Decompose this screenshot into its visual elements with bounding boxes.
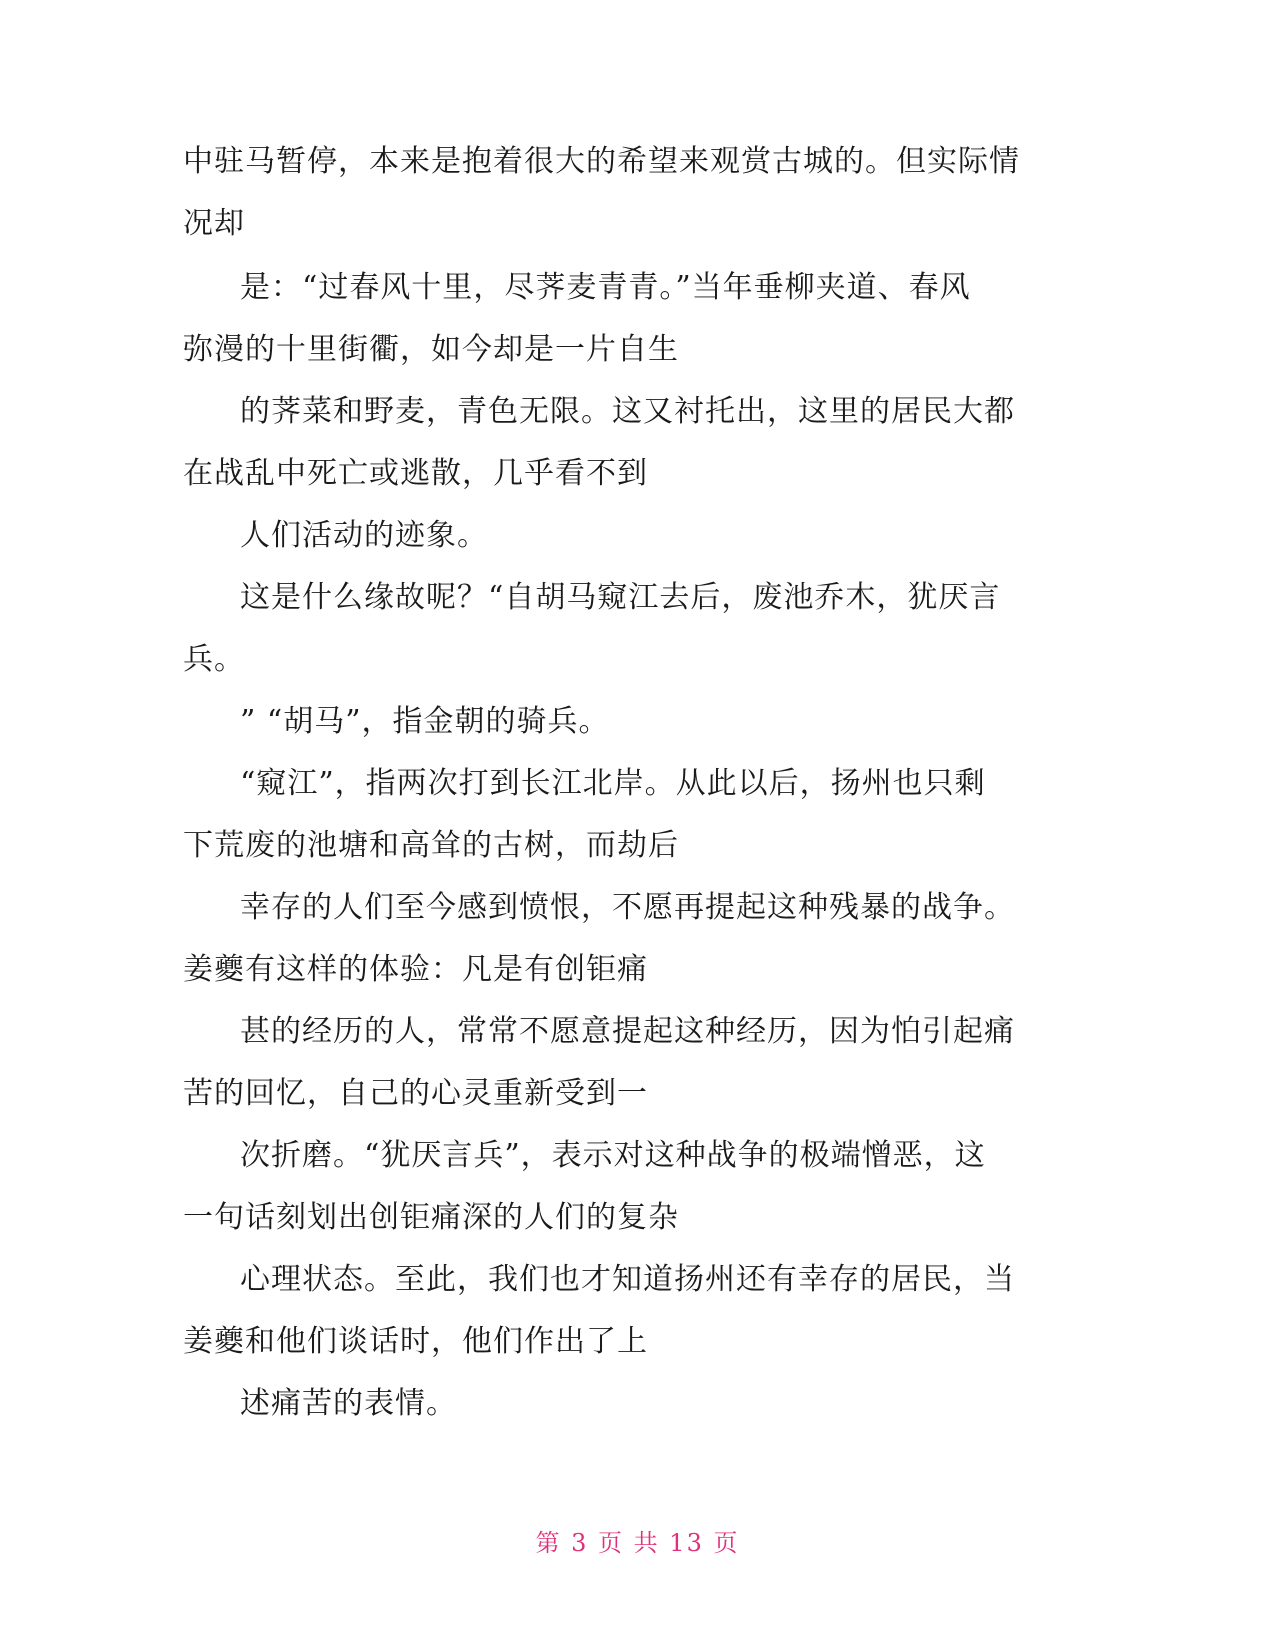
text-line-3: 是：“过春风十里，尽荠麦青青。”当年垂柳夹道、春风	[240, 270, 971, 305]
text-line-17: 次折磨。“犹厌言兵”，表示对这种战争的极端憎恶，这	[240, 1138, 986, 1173]
page-number-footer: 第 3 页 共 13 页	[535, 1529, 740, 1557]
text-line-7: 人们活动的迹象。	[240, 518, 488, 553]
text-line-10: ” “胡马”，指金朝的骑兵。	[240, 704, 610, 739]
text-line-15: 甚的经历的人，常常不愿意提起这种经历，因为怕引起痛	[240, 1014, 1015, 1049]
text-line-6: 在战乱中死亡或逃散，几乎看不到	[183, 456, 648, 491]
text-line-19: 心理状态。至此，我们也才知道扬州还有幸存的居民，当	[240, 1262, 1015, 1297]
text-line-9: 兵。	[183, 642, 245, 677]
text-line-14: 姜夔有这样的体验：凡是有创钜痛	[183, 952, 648, 987]
text-line-5: 的荠菜和野麦，青色无限。这又衬托出，这里的居民大都	[240, 394, 1015, 429]
text-line-21: 述痛苦的表情。	[240, 1386, 457, 1421]
text-line-20: 姜夔和他们谈话时，他们作出了上	[183, 1324, 648, 1359]
text-line-1: 中驻马暂停，本来是抱着很大的希望来观赏古城的。但实际情	[183, 144, 1020, 179]
text-line-4: 弥漫的十里街衢，如今却是一片自生	[183, 332, 679, 367]
text-line-12: 下荒废的池塘和高耸的古树，而劫后	[183, 828, 679, 863]
text-line-11: “窥江”，指两次打到长江北岸。从此以后，扬州也只剩	[240, 766, 986, 801]
text-line-18: 一句话刻划出创钜痛深的人们的复杂	[183, 1200, 679, 1235]
text-line-2: 况却	[183, 206, 245, 241]
text-line-16: 苦的回忆，自己的心灵重新受到一	[183, 1076, 648, 1111]
text-line-8: 这是什么缘故呢？“自胡马窥江去后，废池乔木，犹厌言	[240, 580, 1001, 615]
text-line-13: 幸存的人们至今感到愤恨，不愿再提起这种残暴的战争。	[240, 890, 1015, 925]
